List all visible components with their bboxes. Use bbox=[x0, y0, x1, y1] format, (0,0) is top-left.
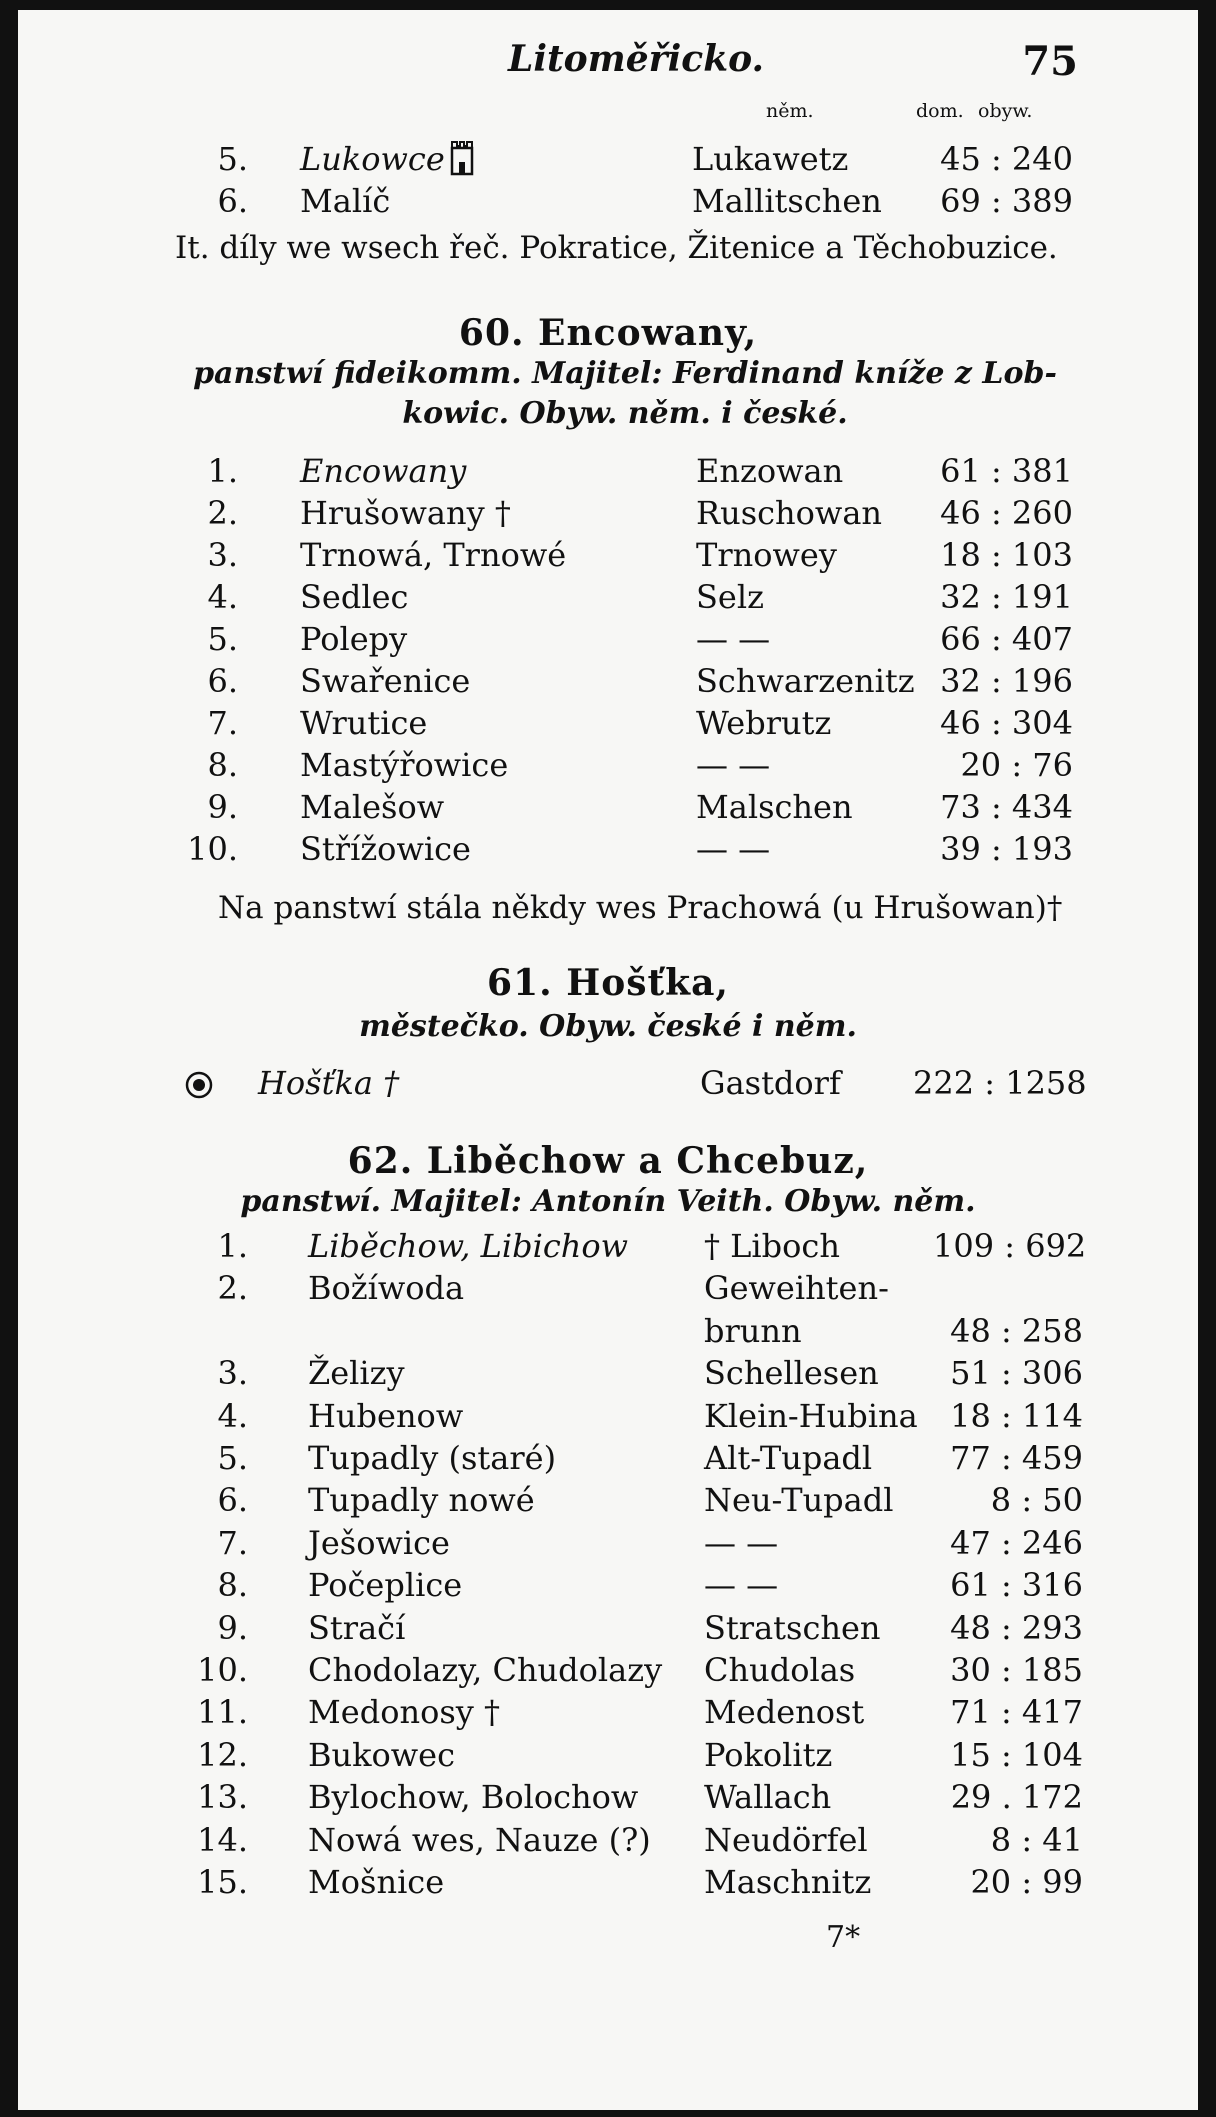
item-number: 10. bbox=[197, 1651, 248, 1689]
list-item bbox=[18, 450, 1198, 492]
place-german: — — bbox=[696, 746, 771, 784]
running-title: Litoměřicko. bbox=[508, 38, 765, 80]
place-german: — — bbox=[704, 1566, 779, 1605]
place-german: brunn bbox=[704, 1311, 802, 1350]
page bbox=[18, 10, 1198, 2110]
houses-pop: 71 : 417 bbox=[950, 1693, 1083, 1732]
item-number: 13. bbox=[197, 1778, 248, 1817]
place-german: Geweihten- bbox=[704, 1269, 889, 1308]
section-subtitle: panstwí. Majitel: Antonín Veith. Obyw. něm. bbox=[240, 1184, 976, 1219]
place-german: † Liboch bbox=[704, 1227, 840, 1265]
list-item bbox=[18, 180, 1198, 222]
place-czech: Nowá wes, Nauze (?) bbox=[308, 1820, 651, 1859]
note-paragraph: It. díly we wsech řeč. Pokratice, Žitenice a Těchobuzice. bbox=[175, 230, 1058, 266]
item-number: 2. bbox=[217, 1269, 248, 1308]
list-item bbox=[18, 744, 1198, 786]
list-item bbox=[18, 786, 1198, 828]
item-number: 2. bbox=[207, 494, 238, 532]
place-german: Pokolitz bbox=[704, 1735, 833, 1774]
place-czech: Střížowice bbox=[300, 830, 471, 868]
houses-pop: 69 : 389 bbox=[940, 182, 1073, 220]
place-czech: Hubenow bbox=[308, 1396, 464, 1435]
item-number: 6. bbox=[217, 1481, 248, 1520]
item-number: 10. bbox=[187, 830, 238, 868]
list-item bbox=[18, 492, 1198, 534]
place-czech: Lukowce bbox=[300, 138, 479, 180]
houses-pop: 20 : 99 bbox=[970, 1863, 1083, 1901]
list-item bbox=[18, 1607, 1198, 1649]
houses-pop: 46 : 260 bbox=[940, 494, 1073, 532]
list-item bbox=[18, 1819, 1198, 1861]
item-number: 1. bbox=[207, 452, 238, 490]
list-item bbox=[18, 1352, 1198, 1394]
list-item bbox=[18, 1691, 1198, 1733]
place-czech: Swařenice bbox=[300, 662, 471, 700]
place-german: Selz bbox=[696, 578, 764, 616]
place-german: Ruschowan bbox=[696, 494, 882, 532]
place-german: Mallitschen bbox=[692, 182, 882, 220]
place-czech: Hošťka † bbox=[258, 1064, 400, 1102]
place-czech: Želizy bbox=[308, 1354, 405, 1393]
item-number: 12. bbox=[197, 1735, 248, 1774]
place-german: Alt-Tupadl bbox=[704, 1439, 873, 1477]
place-german: Trnowey bbox=[696, 536, 837, 574]
list-item bbox=[18, 1522, 1198, 1564]
place-czech: Tupadly nowé bbox=[308, 1481, 535, 1520]
list-item bbox=[18, 660, 1198, 702]
houses-pop: 32 : 196 bbox=[940, 662, 1073, 700]
item-number: 11. bbox=[197, 1693, 248, 1732]
item-number: 6. bbox=[217, 182, 248, 220]
list-item bbox=[18, 1734, 1198, 1776]
place-german: Enzowan bbox=[696, 452, 844, 490]
place-german: Medenost bbox=[704, 1693, 865, 1732]
place-czech: Božíwoda bbox=[308, 1269, 465, 1308]
place-german: — — bbox=[696, 620, 771, 658]
town-icon bbox=[184, 1070, 214, 1100]
houses-pop: 46 : 304 bbox=[940, 704, 1073, 742]
col-head-nem: něm. bbox=[766, 100, 814, 122]
houses-pop: 29 . 172 bbox=[950, 1778, 1083, 1817]
place-czech: Stračí bbox=[308, 1608, 406, 1647]
place-czech: Mošnice bbox=[308, 1863, 445, 1901]
houses-pop: 48 : 258 bbox=[950, 1311, 1083, 1350]
houses-pop: 109 : 692 bbox=[933, 1227, 1087, 1265]
section-subtitle: kowic. Obyw. něm. i české. bbox=[402, 396, 848, 431]
list-item bbox=[18, 1861, 1198, 1903]
list-item bbox=[18, 576, 1198, 618]
col-head-dom: dom. bbox=[916, 100, 964, 122]
houses-pop: 61 : 316 bbox=[950, 1566, 1083, 1605]
list-item bbox=[18, 1267, 1198, 1309]
list-item bbox=[18, 534, 1198, 576]
item-number: 7. bbox=[217, 1523, 248, 1562]
place-german: — — bbox=[704, 1523, 779, 1562]
place-czech: Mastýřowice bbox=[300, 746, 509, 784]
list-item bbox=[18, 1225, 1198, 1267]
place-german: Schwarzenitz bbox=[696, 662, 915, 700]
houses-pop: 77 : 459 bbox=[950, 1439, 1083, 1477]
signature-mark: 7* bbox=[826, 1920, 861, 1955]
list-item bbox=[18, 828, 1198, 870]
place-german: Chudolas bbox=[704, 1651, 856, 1689]
place-czech: Malešow bbox=[300, 788, 445, 826]
section-title: 60. Encowany, bbox=[458, 312, 758, 354]
section-subtitle: městečko. Obyw. české i něm. bbox=[359, 1009, 857, 1044]
list-item bbox=[18, 1649, 1198, 1691]
item-number: 5. bbox=[217, 140, 248, 178]
item-number: 6. bbox=[207, 662, 238, 700]
item-number: 4. bbox=[217, 1396, 248, 1435]
houses-pop: 73 : 434 bbox=[940, 788, 1073, 826]
houses-pop: 8 : 50 bbox=[990, 1481, 1083, 1520]
list-item bbox=[18, 618, 1198, 660]
list-item bbox=[18, 138, 1198, 180]
houses-pop: 30 : 185 bbox=[950, 1651, 1083, 1689]
item-number: 7. bbox=[207, 704, 238, 742]
place-czech: Trnowá, Trnowé bbox=[300, 536, 567, 574]
place-czech: Wrutice bbox=[300, 704, 428, 742]
place-german: Wallach bbox=[704, 1778, 832, 1817]
item-number: 5. bbox=[217, 1439, 248, 1477]
item-number: 15. bbox=[197, 1863, 248, 1901]
place-german: Stratschen bbox=[704, 1608, 881, 1647]
place-czech: Liběchow, Libichow bbox=[308, 1227, 629, 1265]
houses-pop: 39 : 193 bbox=[940, 830, 1073, 868]
item-number: 8. bbox=[207, 746, 238, 784]
list-item bbox=[18, 1776, 1198, 1818]
place-czech: Bylochow, Bolochow bbox=[308, 1778, 639, 1817]
place-german: Neudörfel bbox=[704, 1820, 868, 1859]
houses-pop: 222 : 1258 bbox=[913, 1064, 1087, 1102]
section-title: 62. Liběchow a Chcebuz, bbox=[347, 1140, 869, 1182]
place-czech: Encowany bbox=[300, 452, 467, 490]
place-german: Malschen bbox=[696, 788, 853, 826]
place-czech: Chodolazy, Chudolazy bbox=[308, 1651, 663, 1689]
houses-pop: 61 : 381 bbox=[940, 452, 1073, 490]
houses-pop: 66 : 407 bbox=[940, 620, 1073, 658]
item-number: 3. bbox=[207, 536, 238, 574]
place-czech: Malíč bbox=[300, 182, 391, 220]
list-item bbox=[18, 1479, 1198, 1521]
item-number: 3. bbox=[217, 1354, 248, 1393]
note-paragraph: Na panstwí stála někdy wes Prachowá (u Hrušowan)† bbox=[218, 890, 1063, 926]
place-german: Webrutz bbox=[696, 704, 832, 742]
place-czech: Bukowec bbox=[308, 1735, 456, 1774]
houses-pop: 48 : 293 bbox=[950, 1608, 1083, 1647]
list-item bbox=[18, 1564, 1198, 1606]
list-item bbox=[18, 702, 1198, 744]
houses-pop: 47 : 246 bbox=[950, 1523, 1083, 1562]
item-number: 9. bbox=[217, 1608, 248, 1647]
place-german: — — bbox=[696, 830, 771, 868]
item-number: 5. bbox=[207, 620, 238, 658]
houses-pop: 45 : 240 bbox=[940, 140, 1073, 178]
place-czech: Počeplice bbox=[308, 1566, 463, 1605]
houses-pop: 51 : 306 bbox=[950, 1354, 1083, 1393]
place-german: Neu-Tupadl bbox=[704, 1481, 894, 1520]
houses-pop: 18 : 103 bbox=[940, 536, 1073, 574]
section-subtitle: panstwí fideikomm. Majitel: Ferdinand kníže z Lob- bbox=[193, 356, 1057, 391]
item-number: 9. bbox=[207, 788, 238, 826]
place-czech: Hrušowany † bbox=[300, 494, 511, 532]
place-german: Lukawetz bbox=[692, 140, 849, 178]
place-czech: Ješowice bbox=[308, 1523, 450, 1562]
item-number: 4. bbox=[207, 578, 238, 616]
page-number: 75 bbox=[1022, 38, 1078, 85]
list-item bbox=[18, 1062, 1198, 1104]
houses-pop: 18 : 114 bbox=[950, 1396, 1083, 1435]
page-edge bbox=[0, 0, 18, 2117]
place-czech: Polepy bbox=[300, 620, 408, 658]
place-german: Gastdorf bbox=[700, 1064, 841, 1102]
place-german: Schellesen bbox=[704, 1354, 879, 1393]
houses-pop: 32 : 191 bbox=[940, 578, 1073, 616]
castle-icon bbox=[449, 140, 475, 176]
list-item bbox=[18, 1310, 1198, 1352]
houses-pop: 8 : 41 bbox=[990, 1820, 1083, 1859]
item-number: 1. bbox=[217, 1227, 248, 1265]
list-item bbox=[18, 1437, 1198, 1479]
place-czech: Medonosy † bbox=[308, 1693, 500, 1732]
col-head-obyw: obyw. bbox=[978, 100, 1033, 122]
page-header bbox=[18, 38, 1198, 98]
place-german: Klein-Hubina bbox=[704, 1396, 918, 1435]
place-german: Maschnitz bbox=[704, 1863, 872, 1901]
place-czech: Tupadly (staré) bbox=[308, 1439, 557, 1477]
section-title: 61. Hošťka, bbox=[487, 962, 729, 1004]
houses-pop: 20 : 76 bbox=[960, 746, 1073, 784]
list-item bbox=[18, 1395, 1198, 1437]
place-czech: Sedlec bbox=[300, 578, 409, 616]
houses-pop: 15 : 104 bbox=[950, 1735, 1083, 1774]
item-number: 8. bbox=[217, 1566, 248, 1605]
item-number: 14. bbox=[197, 1820, 248, 1859]
